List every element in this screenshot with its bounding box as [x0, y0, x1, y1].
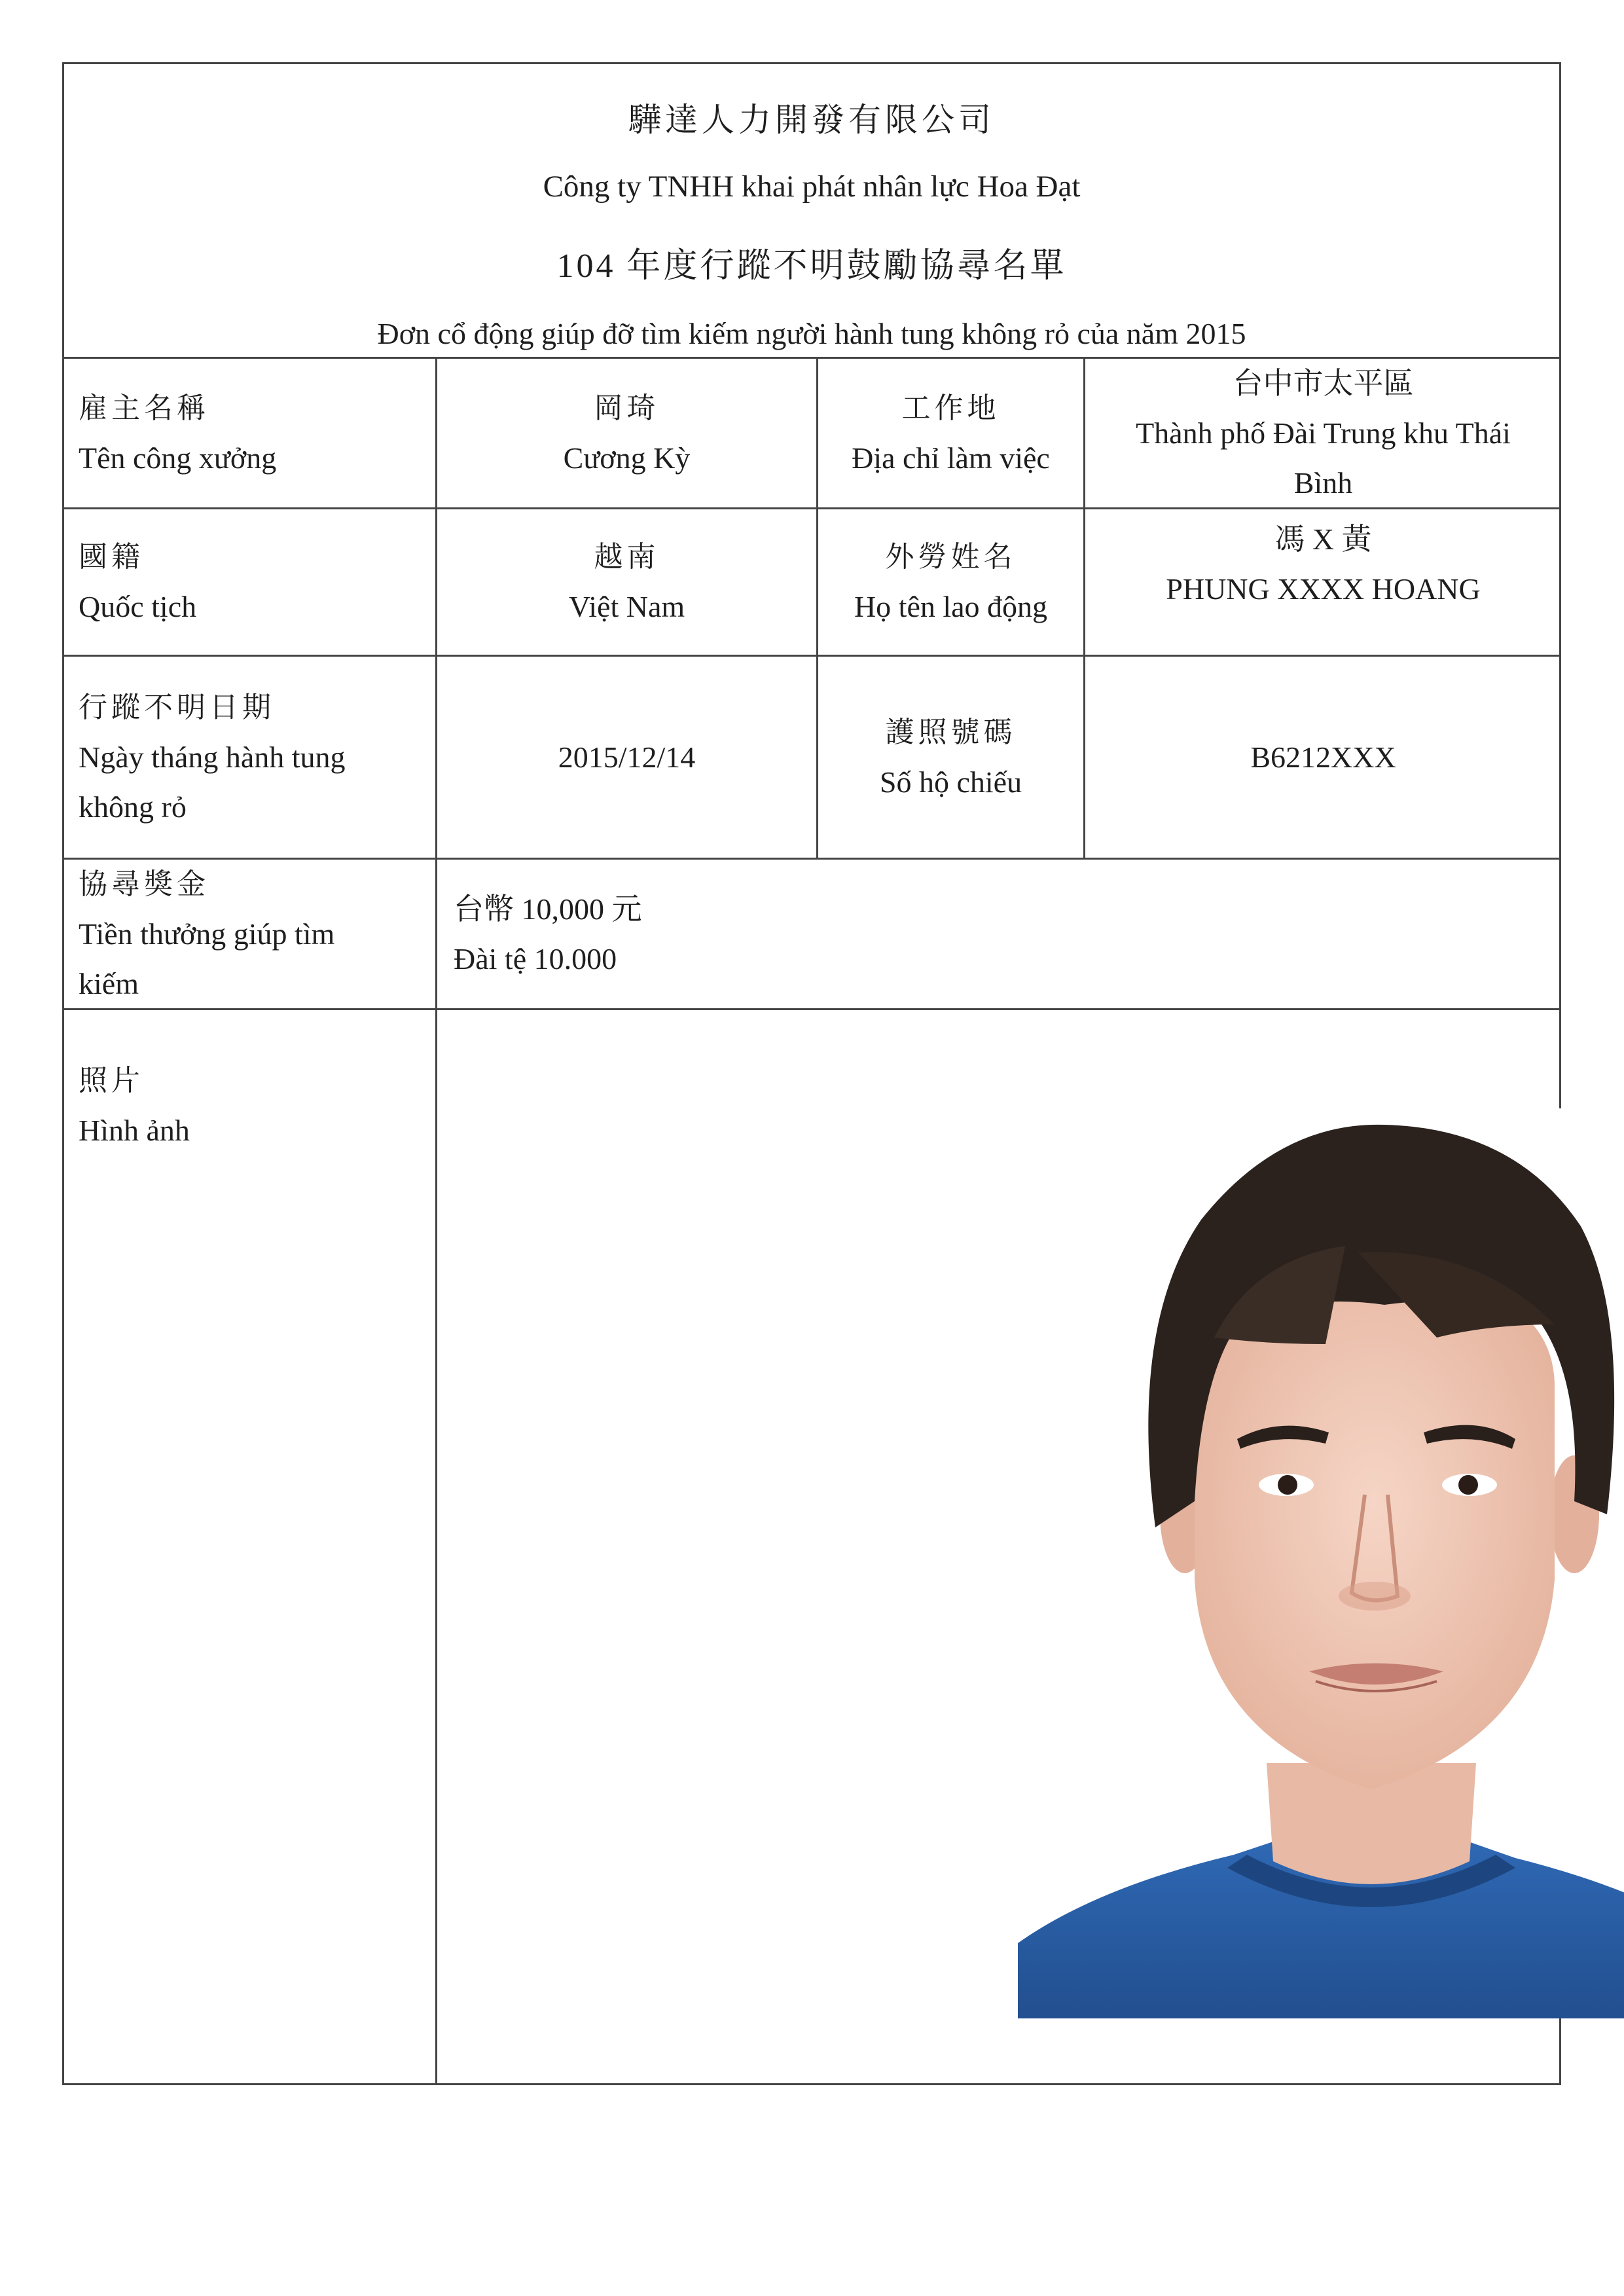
- worker-photo: [1018, 1108, 1624, 2018]
- form-header: [64, 64, 1559, 359]
- missing-date-value-text: 2015/12/14: [558, 740, 696, 774]
- photo-label-zh: 照片: [79, 1065, 144, 1097]
- photo-label-vi: Hình ảnh: [79, 1114, 190, 1147]
- workplace-label: [818, 359, 1085, 507]
- passport-label-vi: Số hộ chiếu: [879, 765, 1022, 799]
- employer-value-zh: 岡琦: [594, 392, 660, 424]
- reward-label-vi-line2: kiếm: [79, 966, 139, 1000]
- employer-label-zh: 雇主名稱: [79, 392, 209, 424]
- reward-label-zh: 協尋獎金: [79, 867, 209, 900]
- missing-worker-form: [62, 62, 1561, 2085]
- missing-date-label-zh: 行蹤不明日期: [79, 691, 275, 723]
- workplace-value: [1085, 359, 1561, 507]
- worker-name-label: [818, 509, 1085, 655]
- reward-value-zh: 台幣 10,000 元: [454, 892, 642, 926]
- row-missing-date: [64, 657, 1559, 860]
- nationality-value-vi: Việt Nam: [568, 590, 685, 623]
- worker-name-value-en: PHUNG XXXX HOANG: [1166, 572, 1481, 606]
- reward-label-vi-line1: Tiền thưởng giúp tìm: [79, 917, 335, 951]
- form-title-zh: 104 年度行蹤不明鼓勵協尋名單: [556, 247, 1067, 285]
- worker-name-label-zh: 外勞姓名: [885, 541, 1017, 573]
- reward-label: [64, 860, 437, 1008]
- row-reward: [64, 860, 1559, 1010]
- passport-value-text: B6212XXX: [1250, 740, 1396, 774]
- reward-value: [437, 860, 1561, 1008]
- workplace-value-vi-line2: Bình: [1293, 465, 1353, 500]
- missing-date-value: [437, 657, 818, 858]
- row-nationality: [64, 509, 1559, 657]
- workplace-value-vi-line1: Thành phố Đài Trung khu Thái: [1136, 416, 1511, 450]
- portrait-image: [1018, 1108, 1624, 2018]
- nationality-label-vi: Quốc tịch: [79, 590, 197, 623]
- nationality-value: [437, 509, 818, 655]
- row-employer: [64, 359, 1559, 509]
- worker-name-value-zh: 馮 X 黃: [1274, 522, 1372, 556]
- employer-value-vi: Cương Kỳ: [563, 441, 691, 475]
- reward-value-vi: Đài tệ 10.000: [454, 941, 617, 975]
- nationality-label: [64, 509, 437, 655]
- missing-date-label-vi-line2: không rỏ: [79, 790, 187, 824]
- passport-label-zh: 護照號碼: [885, 716, 1017, 748]
- photo-label: [64, 1010, 437, 2085]
- passport-value: [1085, 657, 1561, 858]
- missing-date-label-vi-line1: Ngày tháng hành tung: [79, 740, 346, 774]
- workplace-label-zh: 工作地: [901, 392, 1000, 424]
- company-name-zh: 驊達人力開發有限公司: [628, 101, 995, 138]
- passport-label: [818, 657, 1085, 858]
- employer-value: [437, 359, 818, 507]
- row-photo: [64, 1010, 1559, 2085]
- worker-name-value: [1085, 509, 1561, 655]
- nationality-value-zh: 越南: [594, 541, 660, 573]
- worker-name-label-vi: Họ tên lao động: [854, 590, 1048, 623]
- form-title-vi: Đơn cổ động giúp đỡ tìm kiếm người hành tung không rỏ của năm 2015: [377, 317, 1246, 350]
- workplace-label-vi: Địa chỉ làm việc: [852, 441, 1050, 475]
- workplace-value-zh: 台中市太平區: [1233, 366, 1414, 400]
- employer-label-vi: Tên công xưởng: [79, 441, 277, 475]
- nationality-label-zh: 國籍: [79, 541, 144, 573]
- missing-date-label: [64, 657, 437, 858]
- photo-cell: [437, 1010, 1561, 2085]
- company-name-vi: Công ty TNHH khai phát nhân lực Hoa Đạt: [543, 170, 1081, 204]
- employer-label: [64, 359, 437, 507]
